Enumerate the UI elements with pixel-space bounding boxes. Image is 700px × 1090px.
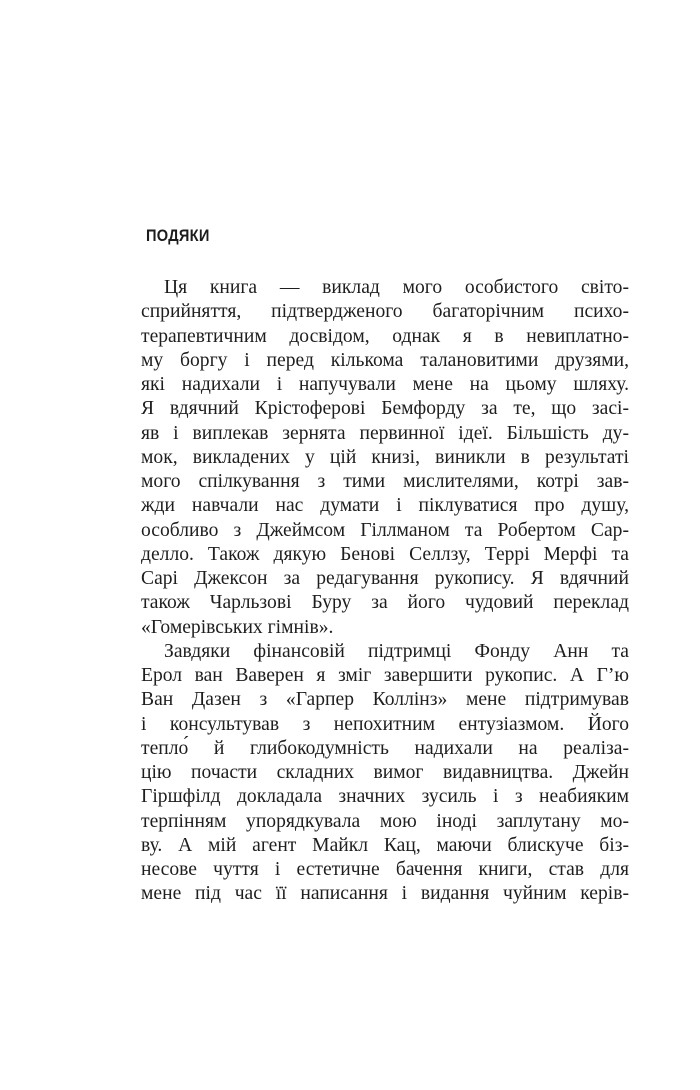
text-line: також Чарльзові Буру за його чудовий переклад	[141, 592, 629, 614]
text-line: Ерол ван Ваверен я зміг завершити рукопис. А Г’ю	[141, 665, 629, 686]
body-text	[141, 276, 629, 907]
paragraph-1	[141, 276, 629, 640]
text-line: Ця книга — виклад мого особистого світо-	[164, 277, 629, 298]
text-line: Ван Дазен з «Гарпер Коллінз» мене підтримував	[141, 689, 629, 711]
text-line: особливо з Джеймсом Гіллманом та Робертом Сар-	[141, 519, 629, 541]
text-line: «Гомерівських гімнів».	[141, 616, 334, 638]
text-line: му боргу і перед кількома талановитими друзями,	[141, 349, 629, 371]
text-line: Я вдячний Крістоферові Бемфорду за те, що засі-	[141, 398, 629, 420]
section-heading: ПОДЯКИ	[146, 226, 210, 245]
text-line: яв і виплекав зернята первинної ідеї. Більшість ду-	[141, 422, 629, 444]
text-line: жди навчали нас думати і піклуватися про душу,	[141, 495, 629, 517]
text-line: тепло́ й глибокодумність надихали на реаліза-	[141, 737, 629, 759]
text-line: цію почасти складних вимог видавництва. Джейн	[141, 762, 629, 783]
text-line: Сарі Джексон за редагування рукопису. Я вдячний	[141, 568, 629, 589]
text-line: мене під час її написання і видання чуйним керів-	[141, 883, 629, 905]
text-line: і консультував з непохитним ентузіазмом. Його	[141, 713, 629, 735]
text-line: терапевтичним досвідом, однак я в невиплатно-	[141, 325, 629, 347]
text-line: терпінням упорядкувала мою іноді заплутану мо-	[141, 810, 629, 832]
text-line: ву. А мій агент Майкл Кац, маючи блискуче біз-	[141, 834, 629, 856]
text-line: Завдяки фінансовій підтримці Фонду Анн та	[164, 640, 629, 662]
text-line: мок, викладених у цій книзі, виникли в результаті	[141, 446, 629, 468]
text-line: сприйняття, підтвердженого багаторічним психо-	[141, 301, 629, 323]
text-line: несове чуття і естетичне бачення книги, став для	[141, 859, 629, 880]
text-line: Гіршфілд докладала значних зусиль і з неабияким	[141, 786, 629, 808]
text-line: мого спілкування з тими мислителями, котрі зав-	[141, 471, 629, 492]
text-line: делло. Також дякую Бенові Селлзу, Террі Мерфі та	[141, 543, 629, 565]
text-line: які надихали і напучували мене на цьому шляху.	[141, 374, 629, 395]
paragraph-2	[141, 640, 629, 907]
